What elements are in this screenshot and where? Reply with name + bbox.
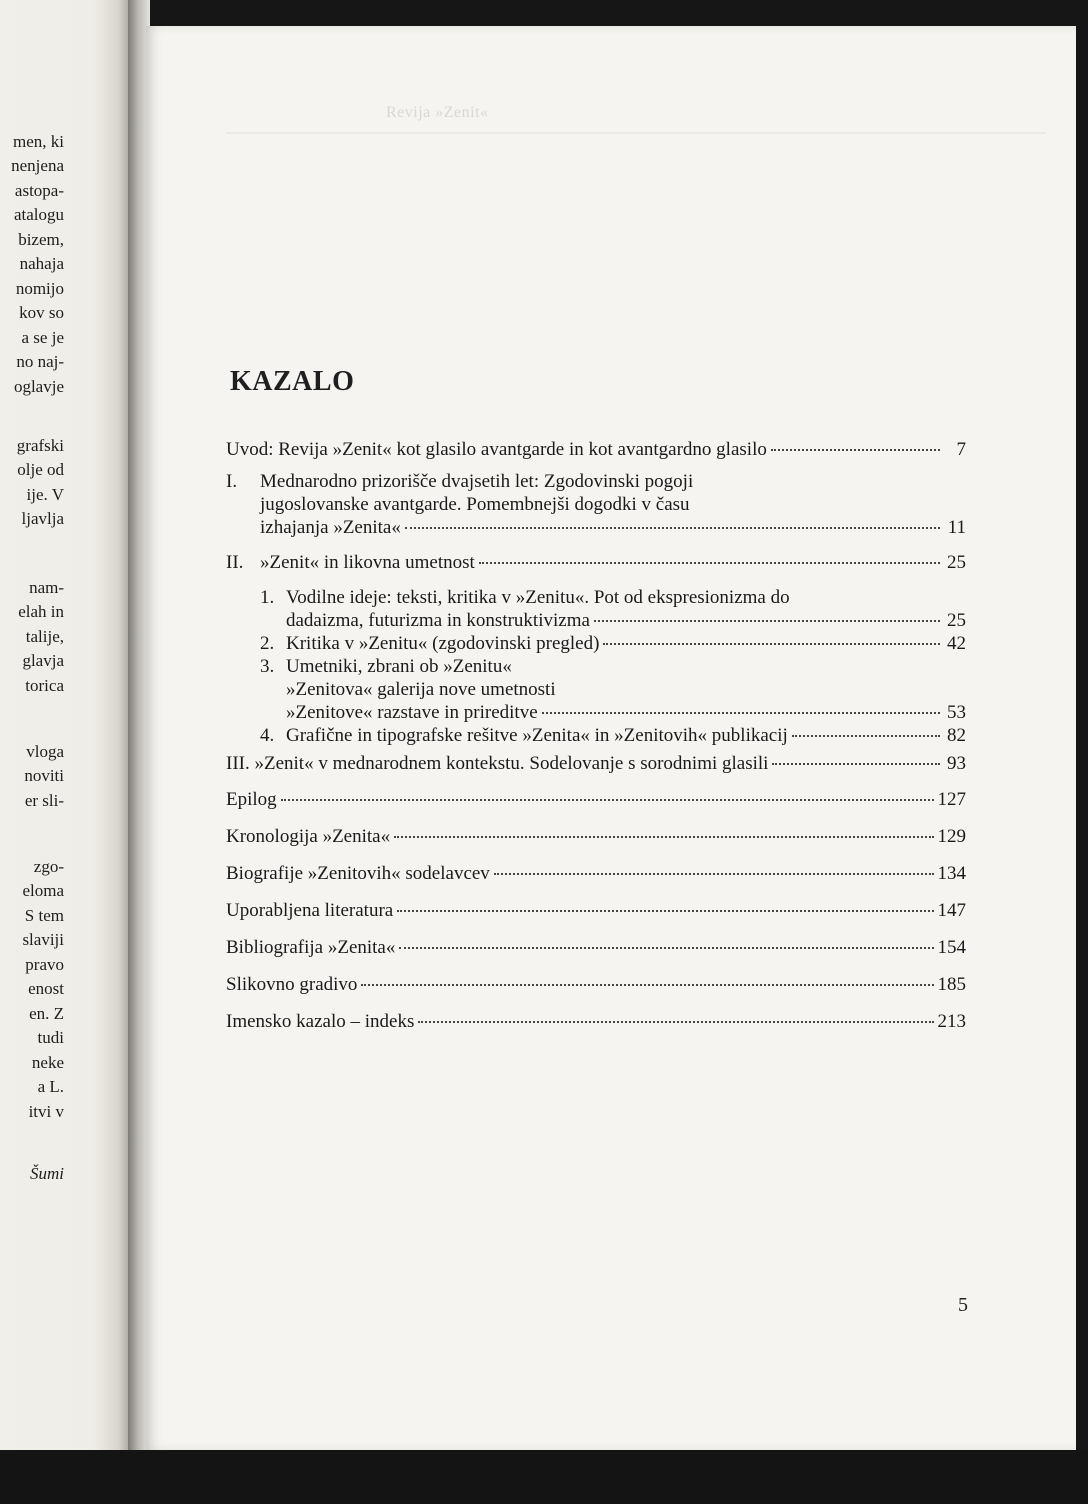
toc-entry-page: 82	[947, 725, 966, 746]
show-through-header: Revija »Zenit«	[386, 104, 489, 121]
toc-entry[interactable]	[226, 899, 966, 922]
left-page-line: olje od	[17, 460, 64, 479]
toc-leader-dots	[772, 763, 940, 765]
toc-entry[interactable]	[226, 973, 966, 996]
toc-entry-label: Grafične in tipografske rešitve »Zenita« in »Zenitovih« publikacij	[286, 725, 788, 746]
toc-entry-label: III. »Zenit« v mednarodnem kontekstu. Sodelovanje s sorodnimi glasili	[226, 753, 769, 774]
toc-entry-page: 42	[947, 633, 966, 654]
toc-entry-line: »Zenitova« galerija nove umetnosti	[286, 679, 556, 700]
left-page-line: a se je	[21, 328, 64, 347]
toc-entry-page: 134	[937, 863, 966, 884]
toc-subentry[interactable]	[226, 586, 966, 632]
toc-entry[interactable]	[226, 752, 966, 775]
left-page-line: atalogu	[13, 205, 64, 224]
toc-leader-dots	[494, 873, 934, 875]
toc-leader-dots	[792, 735, 940, 737]
toc-entry-page: 11	[947, 517, 966, 538]
toc-leader-dots	[405, 527, 940, 529]
toc-entry-line: jugoslovanske avantgarde. Pomembnejši dogodki v času	[260, 494, 690, 515]
toc-entry-label: izhajanja »Zenita«	[260, 517, 401, 538]
left-page-line: no naj-	[16, 352, 64, 371]
toc-subentry[interactable]	[226, 632, 966, 655]
left-page-line: tudi	[37, 1028, 64, 1047]
toc-entry-label: Slikovno gradivo	[226, 974, 358, 995]
left-page-line: slaviji	[22, 930, 64, 949]
toc-entry-label: Imensko kazalo – indeks	[226, 1011, 415, 1032]
toc-entry[interactable]	[226, 862, 966, 885]
left-page-line: zgo-	[33, 857, 64, 876]
left-page-line: talije,	[25, 627, 64, 646]
toc-leader-dots	[594, 620, 940, 622]
toc-entry[interactable]	[226, 551, 966, 574]
left-page-line: neke	[31, 1053, 64, 1072]
left-page-line: nomijo	[15, 279, 64, 298]
toc-entry-page: 129	[937, 826, 966, 847]
toc-leader-dots	[418, 1021, 933, 1023]
left-page	[0, 0, 134, 1504]
toc-entry-label: Kronologija »Zenita«	[226, 826, 391, 847]
table-of-contents	[226, 438, 966, 1033]
left-page-line: oglavje	[13, 377, 64, 396]
toc-entry-page: 213	[937, 1011, 966, 1032]
toc-entry-label: Bibliografija »Zenita«	[226, 937, 396, 958]
toc-entry-number: 2.	[260, 633, 275, 654]
toc-subentry[interactable]	[226, 724, 966, 747]
left-page-line: Šumi	[30, 1164, 64, 1183]
toc-subentry[interactable]	[226, 655, 966, 724]
left-page-line: pravo	[25, 955, 64, 974]
left-page-line: vloga	[26, 742, 64, 761]
left-page-line: kov so	[19, 303, 64, 322]
toc-entry-number: 4.	[260, 725, 275, 746]
left-page-line: ljavlja	[21, 509, 64, 528]
toc-entry[interactable]	[226, 1010, 966, 1033]
show-through-rule	[226, 132, 1046, 134]
page-title: KAZALO	[230, 366, 355, 397]
toc-entry-number: 3.	[260, 656, 275, 677]
toc-entry-label: Kritika v »Zenitu« (zgodovinski pregled)	[286, 633, 600, 654]
left-page-line: ije. V	[26, 485, 64, 504]
left-page-line: grafski	[16, 436, 64, 455]
toc-entry-page: 7	[956, 439, 966, 460]
left-page-line: enost	[28, 979, 64, 998]
toc-entry[interactable]	[226, 825, 966, 848]
toc-entry-label: Uporabljena literatura	[226, 900, 394, 921]
toc-entry-number: 1.	[260, 587, 275, 608]
toc-entry-page: 147	[937, 900, 966, 921]
left-page-line: men, ki	[13, 132, 64, 151]
toc-entry-label: »Zenitove« razstave in prireditve	[286, 702, 538, 723]
toc-entry-page: 53	[947, 702, 966, 723]
left-page-line: a L.	[37, 1077, 64, 1096]
toc-entry[interactable]	[226, 788, 966, 811]
scanner-background	[0, 1450, 1088, 1504]
toc-entry-line: Mednarodno prizorišče dvajsetih let: Zgodovinski pogoji	[260, 471, 694, 492]
toc-leader-dots	[542, 712, 940, 714]
toc-entry-page: 25	[947, 552, 966, 573]
toc-entry-label: »Zenit« in likovna umetnost	[260, 552, 475, 573]
left-page-line: itvi v	[28, 1102, 64, 1121]
toc-entry-page: 154	[937, 937, 966, 958]
toc-leader-dots	[394, 836, 933, 838]
toc-leader-dots	[399, 947, 933, 949]
left-page-line: en. Z	[29, 1004, 64, 1023]
toc-entry-label: Epilog	[226, 789, 277, 810]
toc-entry-label: Biografije »Zenitovih« sodelavcev	[226, 863, 490, 884]
left-page-line: bizem,	[18, 230, 64, 249]
left-page-line: nenjena	[11, 156, 64, 175]
left-page-line: elah in	[18, 602, 64, 621]
toc-entry-label: Uvod: Revija »Zenit« kot glasilo avantgarde in kot avantgardno glasilo	[226, 439, 767, 460]
left-page-line: torica	[25, 676, 64, 695]
toc-entry-number: I.	[226, 471, 238, 492]
left-page-line: eloma	[22, 881, 64, 900]
toc-entry-number: II.	[226, 552, 244, 573]
left-page-line: nam-	[29, 578, 64, 597]
toc-entry-label: dadaizma, futurizma in konstruktivizma	[286, 610, 590, 631]
left-page-line: glavja	[22, 651, 64, 670]
left-page-line: S tem	[24, 906, 64, 925]
left-page-line: nahaja	[19, 254, 64, 273]
toc-entry[interactable]	[226, 936, 966, 959]
toc-entry-page: 185	[937, 974, 966, 995]
right-page	[146, 26, 1076, 1450]
toc-entry[interactable]	[226, 438, 966, 461]
toc-leader-dots	[479, 562, 940, 564]
toc-leader-dots	[771, 449, 940, 451]
toc-entry-line: Umetniki, zbrani ob »Zenitu«	[286, 656, 512, 677]
toc-entry-line: Vodilne ideje: teksti, kritika v »Zenitu«. Pot od ekspresionizma do	[286, 587, 790, 608]
toc-entry-page: 25	[947, 610, 966, 631]
toc-leader-dots	[603, 643, 940, 645]
toc-leader-dots	[397, 910, 933, 912]
toc-entry-page: 127	[937, 789, 966, 810]
toc-leader-dots	[281, 799, 934, 801]
left-page-line: astopa-	[14, 181, 64, 200]
toc-leader-dots	[361, 984, 933, 986]
toc-entry-page: 93	[947, 753, 966, 774]
toc-entry[interactable]	[226, 470, 966, 539]
left-page-line: noviti	[24, 766, 64, 785]
left-page-line: er sli-	[24, 791, 64, 810]
page-number: 5	[958, 1294, 968, 1316]
